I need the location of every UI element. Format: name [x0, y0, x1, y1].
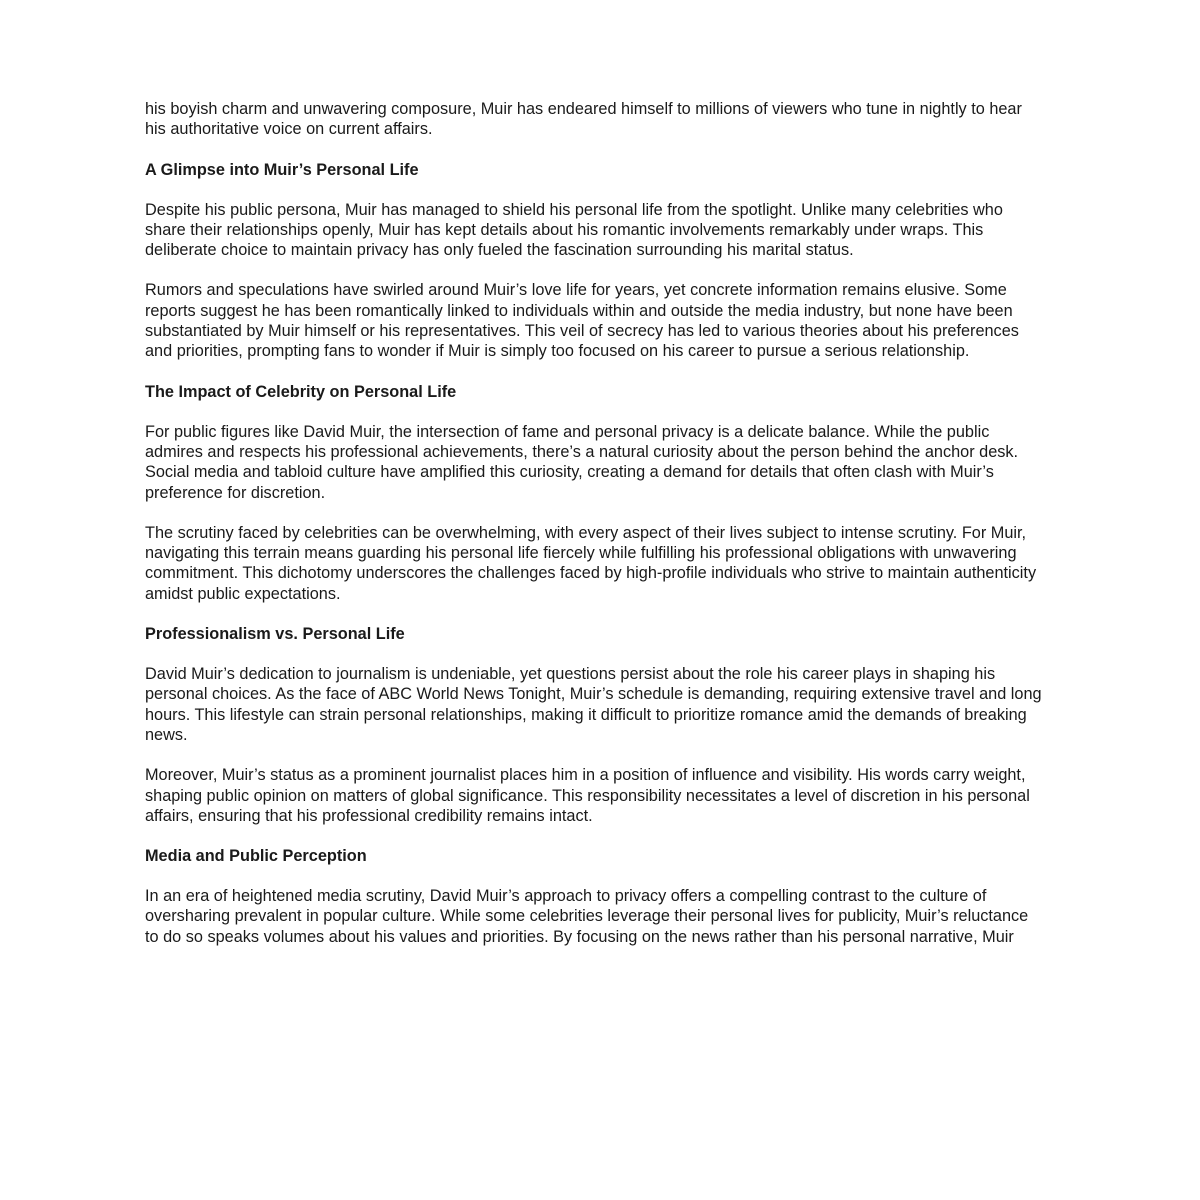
- paragraph-media-era: In an era of heightened media scrutiny, David Muir’s approach to privacy offers a compelling contrast to the culture of oversharing prevalent in popular culture. While some celebrities leverage their personal lives for publicity, Muir’s reluctance to do so speaks volumes about his values and priorities. By focusing on the news rather than his personal narrative, Muir: [145, 887, 1029, 946]
- paragraph-public-persona: Despite his public persona, Muir has managed to shield his personal life from the spotlight. Unlike many celebrities who share their relationships openly, Muir has kept details about his romantic involvements remarkably under wraps. This deliberate choice to maintain privacy has only fueled the fascination surrounding his marital status.: [145, 200, 1003, 260]
- heading-media-perception: Media and Public Perception: [145, 847, 367, 866]
- heading-professionalism: Professionalism vs. Personal Life: [145, 625, 405, 644]
- paragraph-public-figures: For public figures like David Muir, the intersection of fame and personal privacy is a delicate balance. While the public admires and respects his professional achievements, there’s a natural curiosity about the person behind the anchor desk. Social media and tabloid culture have amplified this curiosity, creating a demand for details that often clash with Muir’s preference for discretion.: [145, 422, 1019, 502]
- document-page: [145, 99, 1045, 967]
- heading-celebrity-impact: The Impact of Celebrity on Personal Life: [145, 382, 457, 401]
- paragraph-influence: Moreover, Muir’s status as a prominent journalist places him in a position of influence and visibility. His words carry weight, shaping public opinion on matters of global significance. This responsibility necessitates a level of discretion in his personal affairs, ensuring that his professional credibility remains intact.: [145, 766, 1030, 825]
- paragraph-scrutiny: The scrutiny faced by celebrities can be overwhelming, with every aspect of their lives subject to intense scrutiny. For Muir, navigating this terrain means guarding his personal life fiercely while fulfilling his professional obligations with unwavering commitment. This dichotomy underscores the challenges faced by high-profile individuals who strive to maintain authenticity amidst public expectations.: [145, 523, 1037, 603]
- paragraph-intro: his boyish charm and unwavering composure, Muir has endeared himself to millions of viewers who tune in nightly to hear his authoritative voice on current affairs.: [145, 100, 1022, 139]
- paragraph-dedication: David Muir’s dedication to journalism is undeniable, yet questions persist about the role his career plays in shaping his personal choices. As the face of ABC World News Tonight, Muir’s schedule is demanding, requiring extensive travel and long hours. This lifestyle can strain personal relationships, making it difficult to prioritize romance amid the demands of breaking news.: [145, 665, 1042, 744]
- paragraph-rumors: Rumors and speculations have swirled around Muir’s love life for years, yet concrete information remains elusive. Some reports suggest he has been romantically linked to individuals within and outside the media industry, but none have been substantiated by Muir himself or his representatives. This veil of secrecy has led to various theories about his preferences and priorities, prompting fans to wonder if Muir is simply too focused on his career to pursue a serious relationship.: [145, 281, 1019, 361]
- heading-personal-life: A Glimpse into Muir’s Personal Life: [145, 160, 419, 179]
